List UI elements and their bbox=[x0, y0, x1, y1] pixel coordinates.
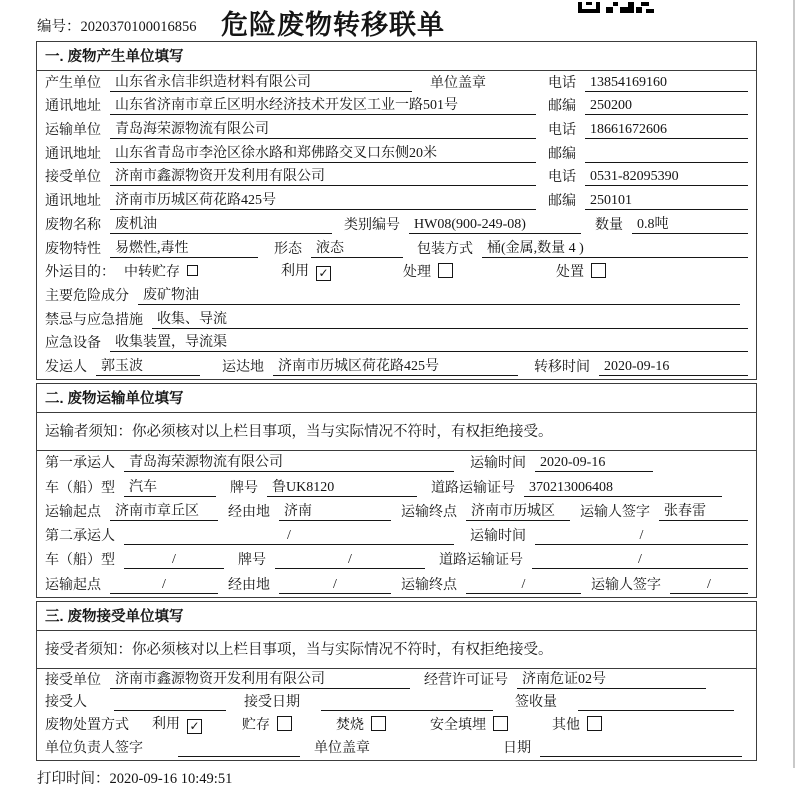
checkbox bbox=[493, 716, 508, 731]
row-waste-property bbox=[37, 237, 756, 261]
form-title: 危险废物转移联单 bbox=[221, 10, 445, 40]
field-value: 济南市历城区 bbox=[466, 500, 570, 521]
row-disposal-method bbox=[37, 714, 756, 737]
row-receiving-unit bbox=[37, 669, 756, 692]
field-label: 通讯地址 bbox=[45, 146, 101, 162]
field-value bbox=[178, 756, 300, 757]
transporter-notice: 运输者须知：你必须核对以上栏目事项，当与实际情况不符时，有权拒绝接受。 bbox=[37, 413, 756, 451]
field-value: 13854169160 bbox=[585, 75, 748, 92]
field-value: 青岛海荣源物流有限公司 bbox=[124, 451, 454, 472]
field-label: 接受日期 bbox=[244, 695, 300, 711]
field-label: 邮编 bbox=[548, 194, 576, 210]
field-value: 废机油 bbox=[110, 213, 332, 234]
field-label: 道路运输证号 bbox=[439, 553, 523, 569]
field-value: 济南市历城区荷花路425号 bbox=[110, 189, 536, 210]
field-value bbox=[114, 710, 226, 711]
row-receiver-unit bbox=[37, 166, 756, 190]
field-label: 运达地 bbox=[222, 359, 264, 375]
field-label: 废物名称 bbox=[45, 217, 101, 233]
field-value: 2020-09-16 bbox=[535, 455, 653, 472]
checkbox bbox=[591, 263, 606, 278]
field-label: 通讯地址 bbox=[45, 99, 101, 115]
option-treat bbox=[403, 261, 453, 281]
option-dispose bbox=[556, 261, 606, 281]
field-label: 车（船）型 bbox=[45, 480, 115, 496]
field-label: 主要危险成分 bbox=[45, 288, 129, 304]
checkbox-label: 贮存 bbox=[242, 718, 270, 734]
form-serial-number: 2020370100016856 bbox=[80, 19, 197, 35]
field-label: 转移时间 bbox=[534, 359, 590, 375]
field-label: 发运人 bbox=[45, 359, 87, 375]
row-receiver-address bbox=[37, 189, 756, 213]
option-utilize bbox=[152, 713, 202, 734]
field-value: 张春雷 bbox=[659, 500, 748, 521]
form-serial-label: 编号： bbox=[37, 19, 81, 35]
field-label: 运输单位 bbox=[45, 123, 101, 139]
field-label: 运输人签字 bbox=[591, 577, 661, 593]
field-value: 山东省永信非织造材料有限公司 bbox=[110, 71, 412, 92]
field-value: 18661672606 bbox=[585, 122, 748, 139]
checkbox bbox=[277, 716, 292, 731]
receiver-notice: 接受者须知：你必须核对以上栏目事项，当与实际情况不符时，有权拒绝接受。 bbox=[37, 631, 756, 669]
checkbox-label: 安全填埋 bbox=[430, 718, 486, 734]
field-label: 第一承运人 bbox=[45, 456, 115, 472]
checkbox-label: 利用 bbox=[281, 264, 309, 280]
section-receiver bbox=[36, 601, 757, 761]
field-label: 经由地 bbox=[228, 577, 270, 593]
field-value: 济南 bbox=[279, 500, 391, 521]
field-value: 济南市鑫源物资开发利用有限公司 bbox=[110, 165, 536, 186]
field-value: / bbox=[110, 577, 218, 594]
row-shipper bbox=[37, 355, 756, 379]
checkbox-label: 利用 bbox=[152, 717, 180, 733]
field-value: 易燃性,毒性 bbox=[110, 237, 258, 258]
print-time-label: 打印时间： bbox=[37, 770, 110, 787]
field-value: 济南市鑫源物资开发利用有限公司 bbox=[110, 668, 410, 689]
row-waste-name bbox=[37, 213, 756, 237]
checkbox-label: 处理 bbox=[403, 265, 431, 281]
row-responsible-signature bbox=[37, 737, 756, 760]
field-value: 鲁UK8120 bbox=[267, 476, 417, 497]
field-value: 液态 bbox=[311, 237, 403, 258]
row-transport-unit bbox=[37, 118, 756, 142]
field-label: 数量 bbox=[595, 217, 623, 233]
checkbox bbox=[587, 716, 602, 731]
field-value: / bbox=[670, 577, 748, 594]
checkbox-label: 焚烧 bbox=[336, 718, 364, 734]
row-outbound-purpose bbox=[37, 261, 756, 285]
qr-code-icon bbox=[578, 0, 654, 18]
field-label: 运输人签字 bbox=[580, 504, 650, 520]
field-label: 单位盖章 bbox=[430, 75, 486, 91]
option-transfer-storage bbox=[124, 261, 198, 281]
field-value: 2020-09-16 bbox=[599, 359, 748, 376]
field-label: 第二承运人 bbox=[45, 529, 115, 545]
field-label: 接受人 bbox=[45, 695, 87, 711]
field-label: 电话 bbox=[548, 170, 576, 186]
field-label: 接受单位 bbox=[45, 672, 101, 688]
section-title: 二. 废物运输单位填写 bbox=[37, 384, 756, 413]
print-time bbox=[37, 767, 796, 788]
row-emergency-measures bbox=[37, 308, 756, 332]
field-value: 250101 bbox=[585, 193, 748, 210]
section-title: 三. 废物接受单位填写 bbox=[37, 602, 756, 631]
checkbox bbox=[438, 263, 453, 278]
field-value: 山东省青岛市李沧区徐水路和郑佛路交叉口东侧20米 bbox=[110, 142, 536, 163]
checkbox: ✓ bbox=[187, 719, 202, 734]
field-value: 收集、导流 bbox=[152, 308, 748, 329]
row-hazard-component bbox=[37, 284, 756, 308]
field-label: 签收量 bbox=[515, 695, 557, 711]
document-header bbox=[0, 0, 796, 41]
field-label: 外运目的： bbox=[45, 265, 115, 281]
row-first-carrier bbox=[37, 451, 756, 475]
field-label: 类别编号 bbox=[344, 217, 400, 233]
field-label: 道路运输证号 bbox=[431, 480, 515, 496]
option-storage bbox=[242, 714, 292, 734]
row-producer-address bbox=[37, 95, 756, 119]
section-title: 一. 废物产生单位填写 bbox=[37, 42, 756, 71]
field-value: / bbox=[275, 552, 425, 569]
field-value: 济南危证02号 bbox=[517, 668, 706, 689]
field-label: 接受单位 bbox=[45, 170, 101, 186]
row-route-2 bbox=[37, 572, 756, 596]
row-receiving-person bbox=[37, 692, 756, 715]
field-value: 0531-82095390 bbox=[585, 169, 748, 186]
section-transporter bbox=[36, 383, 757, 598]
field-value bbox=[585, 162, 748, 163]
field-label: 车（船）型 bbox=[45, 553, 115, 569]
field-value: / bbox=[279, 577, 391, 594]
field-value: 济南市历城区荷花路425号 bbox=[273, 355, 518, 376]
checkbox bbox=[371, 716, 386, 731]
field-label: 牌号 bbox=[238, 553, 266, 569]
field-value: 山东省济南市章丘区明水经济技术开发区工业一路501号 bbox=[110, 94, 536, 115]
field-label: 应急设备 bbox=[45, 336, 101, 352]
field-value bbox=[578, 710, 734, 711]
field-value: 收集装置，导流渠 bbox=[110, 331, 748, 352]
field-label: 运输终点 bbox=[401, 504, 457, 520]
field-value: / bbox=[466, 577, 581, 594]
field-value: 青岛海荣源物流有限公司 bbox=[110, 118, 536, 139]
field-label: 通讯地址 bbox=[45, 194, 101, 210]
row-vehicle-2 bbox=[37, 548, 756, 572]
field-label: 单位负责人签字 bbox=[45, 740, 143, 756]
field-value: / bbox=[535, 528, 748, 545]
field-value: 370213006408 bbox=[524, 480, 722, 497]
field-value: HW08(900-249-08) bbox=[409, 217, 581, 234]
option-safe-landfill bbox=[430, 714, 508, 734]
option-incinerate bbox=[336, 714, 386, 734]
field-label: 废物特性 bbox=[45, 241, 101, 257]
option-other bbox=[552, 714, 602, 734]
field-label: 运输起点 bbox=[45, 504, 101, 520]
checkbox: ✓ bbox=[316, 266, 331, 281]
field-value: 济南市章丘区 bbox=[110, 500, 218, 521]
field-value: / bbox=[124, 528, 454, 545]
field-label: 邮编 bbox=[548, 99, 576, 115]
row-producer-unit bbox=[37, 71, 756, 95]
field-value: 0.8吨 bbox=[632, 213, 748, 234]
field-label: 运输时间 bbox=[470, 529, 526, 545]
field-label: 电话 bbox=[548, 75, 576, 91]
row-vehicle-1 bbox=[37, 475, 756, 499]
field-value: / bbox=[124, 552, 224, 569]
field-value: 废矿物油 bbox=[138, 284, 740, 305]
option-utilize bbox=[281, 260, 331, 281]
row-route-1 bbox=[37, 500, 756, 524]
field-label: 形态 bbox=[274, 241, 302, 257]
section-producer bbox=[36, 41, 757, 380]
row-transport-address bbox=[37, 142, 756, 166]
print-time-value: 2020-09-16 10:49:51 bbox=[109, 770, 233, 787]
field-value: 郭玉波 bbox=[96, 355, 200, 376]
field-label: 产生单位 bbox=[45, 75, 101, 91]
field-value bbox=[321, 710, 493, 711]
field-value bbox=[540, 756, 742, 757]
row-emergency-equipment bbox=[37, 332, 756, 356]
checkbox bbox=[187, 265, 198, 276]
field-label: 运输终点 bbox=[401, 577, 457, 593]
field-value: 250200 bbox=[585, 98, 748, 115]
field-value: 桶(金属,数量 4 ) bbox=[482, 237, 748, 258]
field-value: 汽车 bbox=[124, 476, 216, 497]
field-label: 电话 bbox=[548, 123, 576, 139]
checkbox-label: 其他 bbox=[552, 718, 580, 734]
transfer-form bbox=[36, 41, 757, 761]
field-label: 包装方式 bbox=[417, 241, 473, 257]
field-label: 邮编 bbox=[548, 146, 576, 162]
field-label: 单位盖章 bbox=[314, 740, 370, 756]
field-label: 运输时间 bbox=[470, 456, 526, 472]
field-label: 经营许可证号 bbox=[424, 672, 508, 688]
field-label: 运输起点 bbox=[45, 577, 101, 593]
field-label: 废物处置方式 bbox=[45, 718, 129, 734]
field-value: / bbox=[532, 552, 748, 569]
field-label: 牌号 bbox=[230, 480, 258, 496]
field-label: 经由地 bbox=[228, 504, 270, 520]
page-edge-divider bbox=[793, 0, 795, 768]
field-label: 禁忌与应急措施 bbox=[45, 312, 143, 328]
checkbox-label: 处置 bbox=[556, 265, 584, 281]
field-label: 日期 bbox=[503, 740, 531, 756]
checkbox-label: 中转贮存 bbox=[124, 265, 180, 281]
row-second-carrier bbox=[37, 524, 756, 548]
